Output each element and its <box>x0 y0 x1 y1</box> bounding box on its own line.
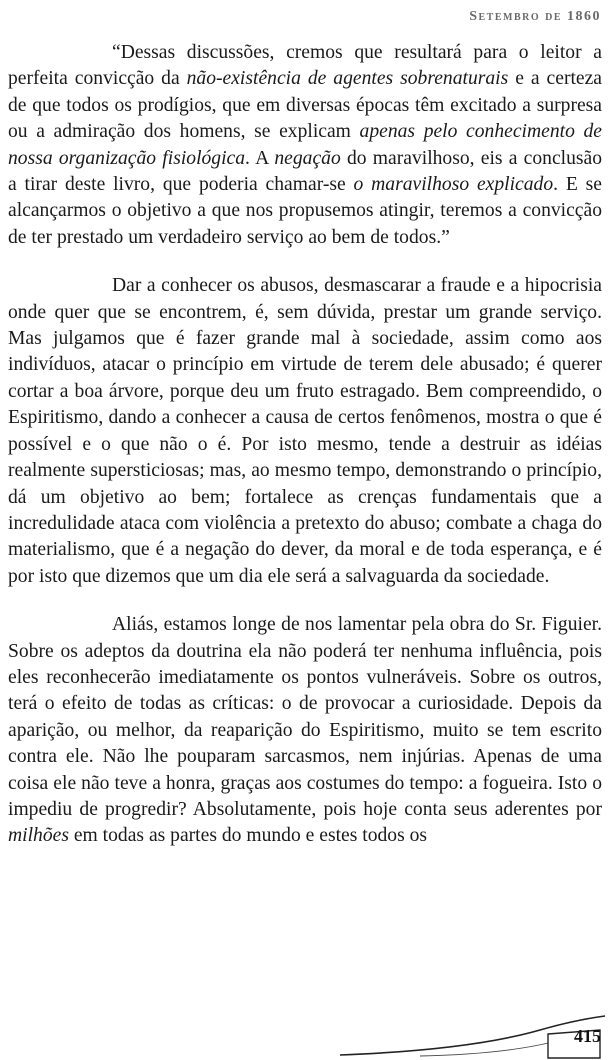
body-text <box>8 40 602 850</box>
italic-text-run: apenas pelo conhecimento de nossa organização fisiológica <box>8 121 603 169</box>
running-head: Setembro de 1860 <box>469 9 601 24</box>
text-run: “Dessas discussões, cremos que resultará para o leitor a perfeita convicção da <box>8 42 602 90</box>
text-run: em todas as partes do mundo e estes todos os <box>68 825 428 847</box>
italic-text-run: negação <box>274 147 341 169</box>
italic-text-run: não-existência de agentes sobrenaturais <box>186 68 509 90</box>
paragraph <box>8 273 602 590</box>
italic-text-run: o maravilhoso explicado <box>353 174 554 196</box>
italic-text-run: milhões <box>8 825 69 847</box>
page-number: 415 <box>574 1026 601 1046</box>
text-run: . A <box>245 147 275 169</box>
text-run: do maravilhoso, eis a conclusão a tirar deste livro, que poderia chamar-se <box>8 147 602 196</box>
text-run: . E se alcançarmos o objetivo a que nos propusemos atingir, teremos a convicção de ter prestado um verdadeiro serviço ao bem de todos.” <box>8 174 602 248</box>
text-run: Aliás, estamos longe de nos lamentar pela obra do Sr. Figuier. Sobre os adeptos da doutrina ela não poderá ter nenhuma influência, pois eles reconhecerão imediatamente os pontos vulneráveis. Sobre os outros, terá o efeito de todas as críticas: o de provocar a curiosidade. Depois da aparição, ou melhor, da reaparição do Espiritismo, muito se tem escrito contra ele. Não lhe pouparam sarcasmos, nem injúrias. Apenas de uma coisa ele não teve a honra, graças aos costumes do tempo: a fogueira. Isto o impediu de progredir? Absolutamente, pois hoje conta seus aderentes por <box>8 614 602 820</box>
paragraph <box>8 612 602 850</box>
paragraph <box>8 40 602 251</box>
page-footer <box>0 1010 611 1060</box>
footer-swoosh-ornament <box>0 1010 611 1060</box>
text-run: Dar a conhecer os abusos, desmascarar a fraude e a hipocrisia onde quer que se encontrem, é, sem dúvida, prestar um grande serviço. Mas julgamos que é fazer grande mal à sociedade, assim como aos indivíduos, atacar o princípio em virtude de terem dele abusado; é querer cortar a boa árvore, porque deu um fruto estragado. Bem compreendido, o Espiritismo, dando a conhecer a causa de certos fenômenos, mostra o que é possível e o que não o é. Por isto mesmo, tende a destruir as idéias realmente supersticiosas; mas, ao mesmo tempo, demonstrando o princípio, dá um objetivo ao bem; fortalece as crenças fundamentais que a incredulidade ataca com violência a pretexto do abuso; combate a chaga do materialismo, que é a negação do dever, da moral e de toda esperança, e é por isto que dizemos que um dia ele será a salvaguarda da sociedade. <box>8 275 602 587</box>
text-run: e a certeza de que todos os prodígios, que em diversas épocas têm excitado a surpresa ou a admiração dos homens, se explicam <box>8 68 602 143</box>
